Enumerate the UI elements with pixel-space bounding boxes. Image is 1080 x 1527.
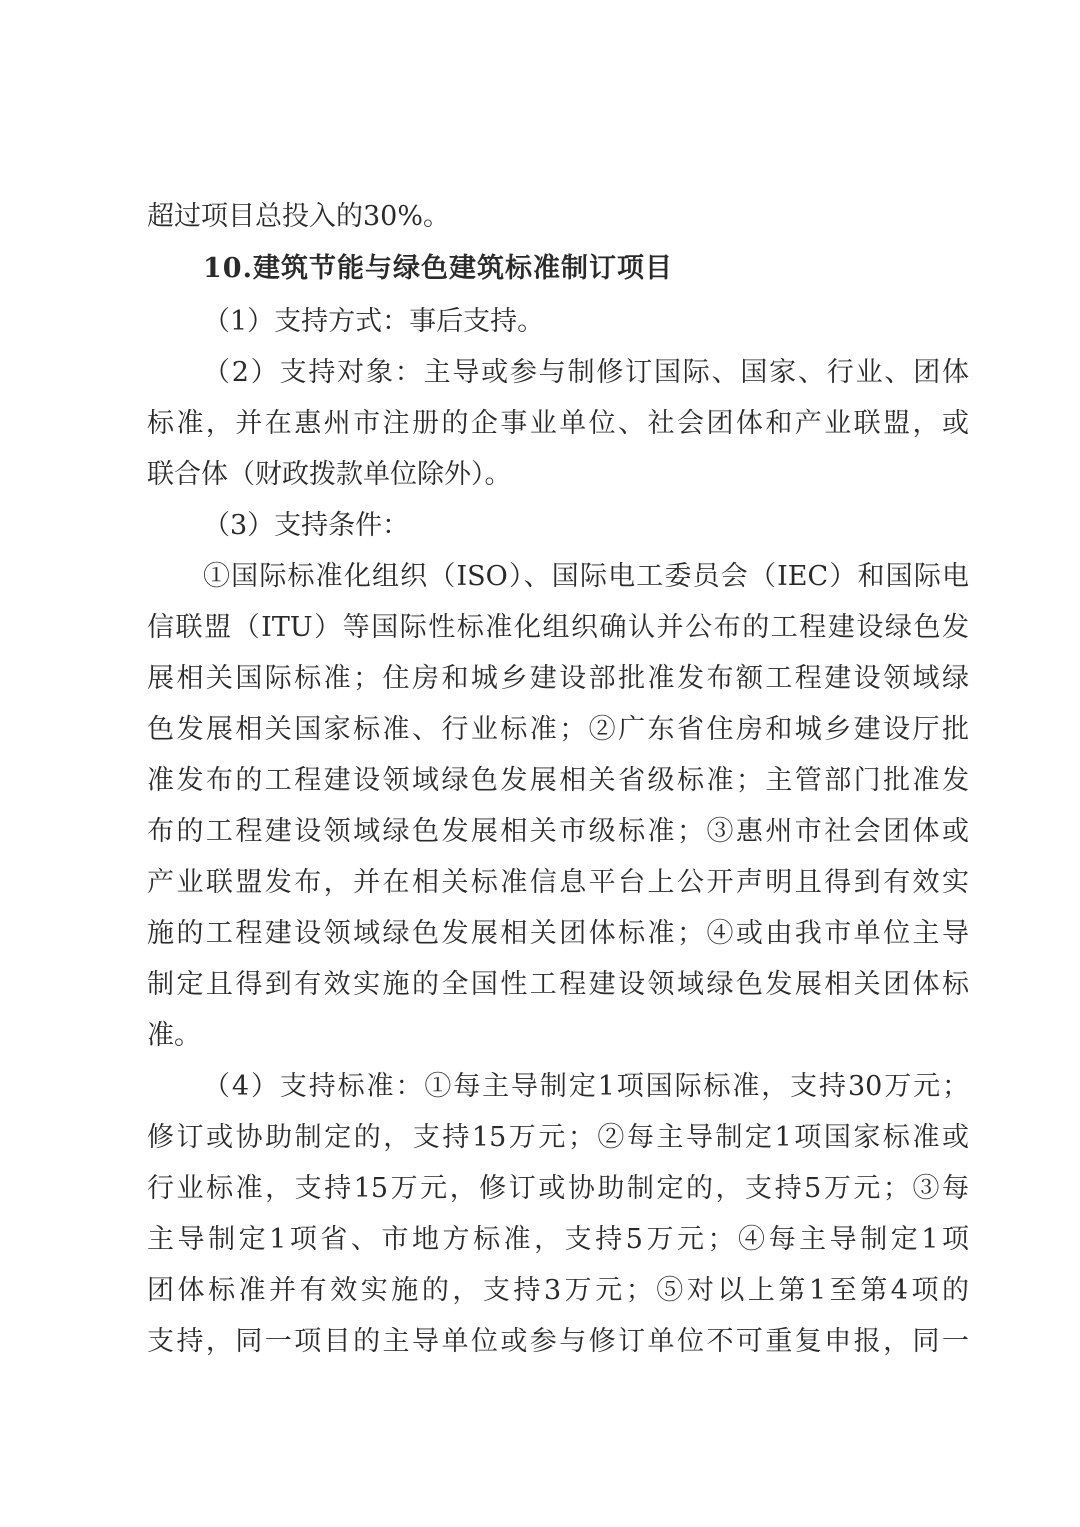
- text-line: （4）支持标准：①每主导制定1项国际标准，支持30万元；: [203, 1071, 969, 1102]
- text-line: 布的工程建设领域绿色发展相关市级标准；③惠州市社会团体或: [147, 816, 969, 847]
- text-line: 主导制定1项省、市地方标准，支持5万元；④每主导制定1项: [147, 1224, 969, 1255]
- text-line: 施的工程建设领域绿色发展相关团体标准；④或由我市单位主导: [147, 918, 969, 949]
- text-line: （3）支持条件：: [203, 510, 410, 541]
- text-line: 团体标准并有效实施的，支持3万元；⑤对以上第1至第4项的: [147, 1275, 969, 1306]
- text-line: 支持，同一项目的主导单位或参与修订单位不可重复申报，同一: [147, 1326, 969, 1357]
- text-line: （2）支持对象：主导或参与制修订国际、国家、行业、团体: [203, 357, 969, 388]
- text-line: 行业标准，支持15万元，修订或协助制定的，支持5万元；③每: [147, 1173, 969, 1204]
- text-line: ①国际标准化组织（ISO）、国际电工委员会（IEC）和国际电: [203, 561, 969, 592]
- text-line: 产业联盟发布，并在相关标准信息平台上公开声明且得到有效实: [147, 867, 969, 898]
- text-line: 准发布的工程建设领域绿色发展相关省级标准；主管部门批准发: [147, 765, 969, 796]
- text-line: 标准，并在惠州市注册的企事业单位、社会团体和产业联盟，或: [147, 408, 969, 439]
- text-line: 制定且得到有效实施的全国性工程建设领域绿色发展相关团体标: [147, 969, 969, 1000]
- section-heading: 10.建筑节能与绿色建筑标准制订项目: [203, 253, 673, 284]
- text-line: 准。: [147, 1020, 201, 1051]
- text-line: 色发展相关国家标准、行业标准；②广东省住房和城乡建设厅批: [147, 714, 969, 745]
- text-line: 修订或协助制定的，支持15万元；②每主导制定1项国家标准或: [147, 1122, 969, 1153]
- text-line: 信联盟（ITU）等国际性标准化组织确认并公布的工程建设绿色发: [147, 612, 969, 643]
- text-line: （1）支持方式：事后支持。: [203, 306, 545, 337]
- text-line: 展相关国际标准；住房和城乡建设部批准发布额工程建设领域绿: [147, 663, 969, 694]
- text-line: 超过项目总投入的30%。: [147, 201, 451, 232]
- text-line: 联合体（财政拨款单位除外）。: [147, 459, 512, 490]
